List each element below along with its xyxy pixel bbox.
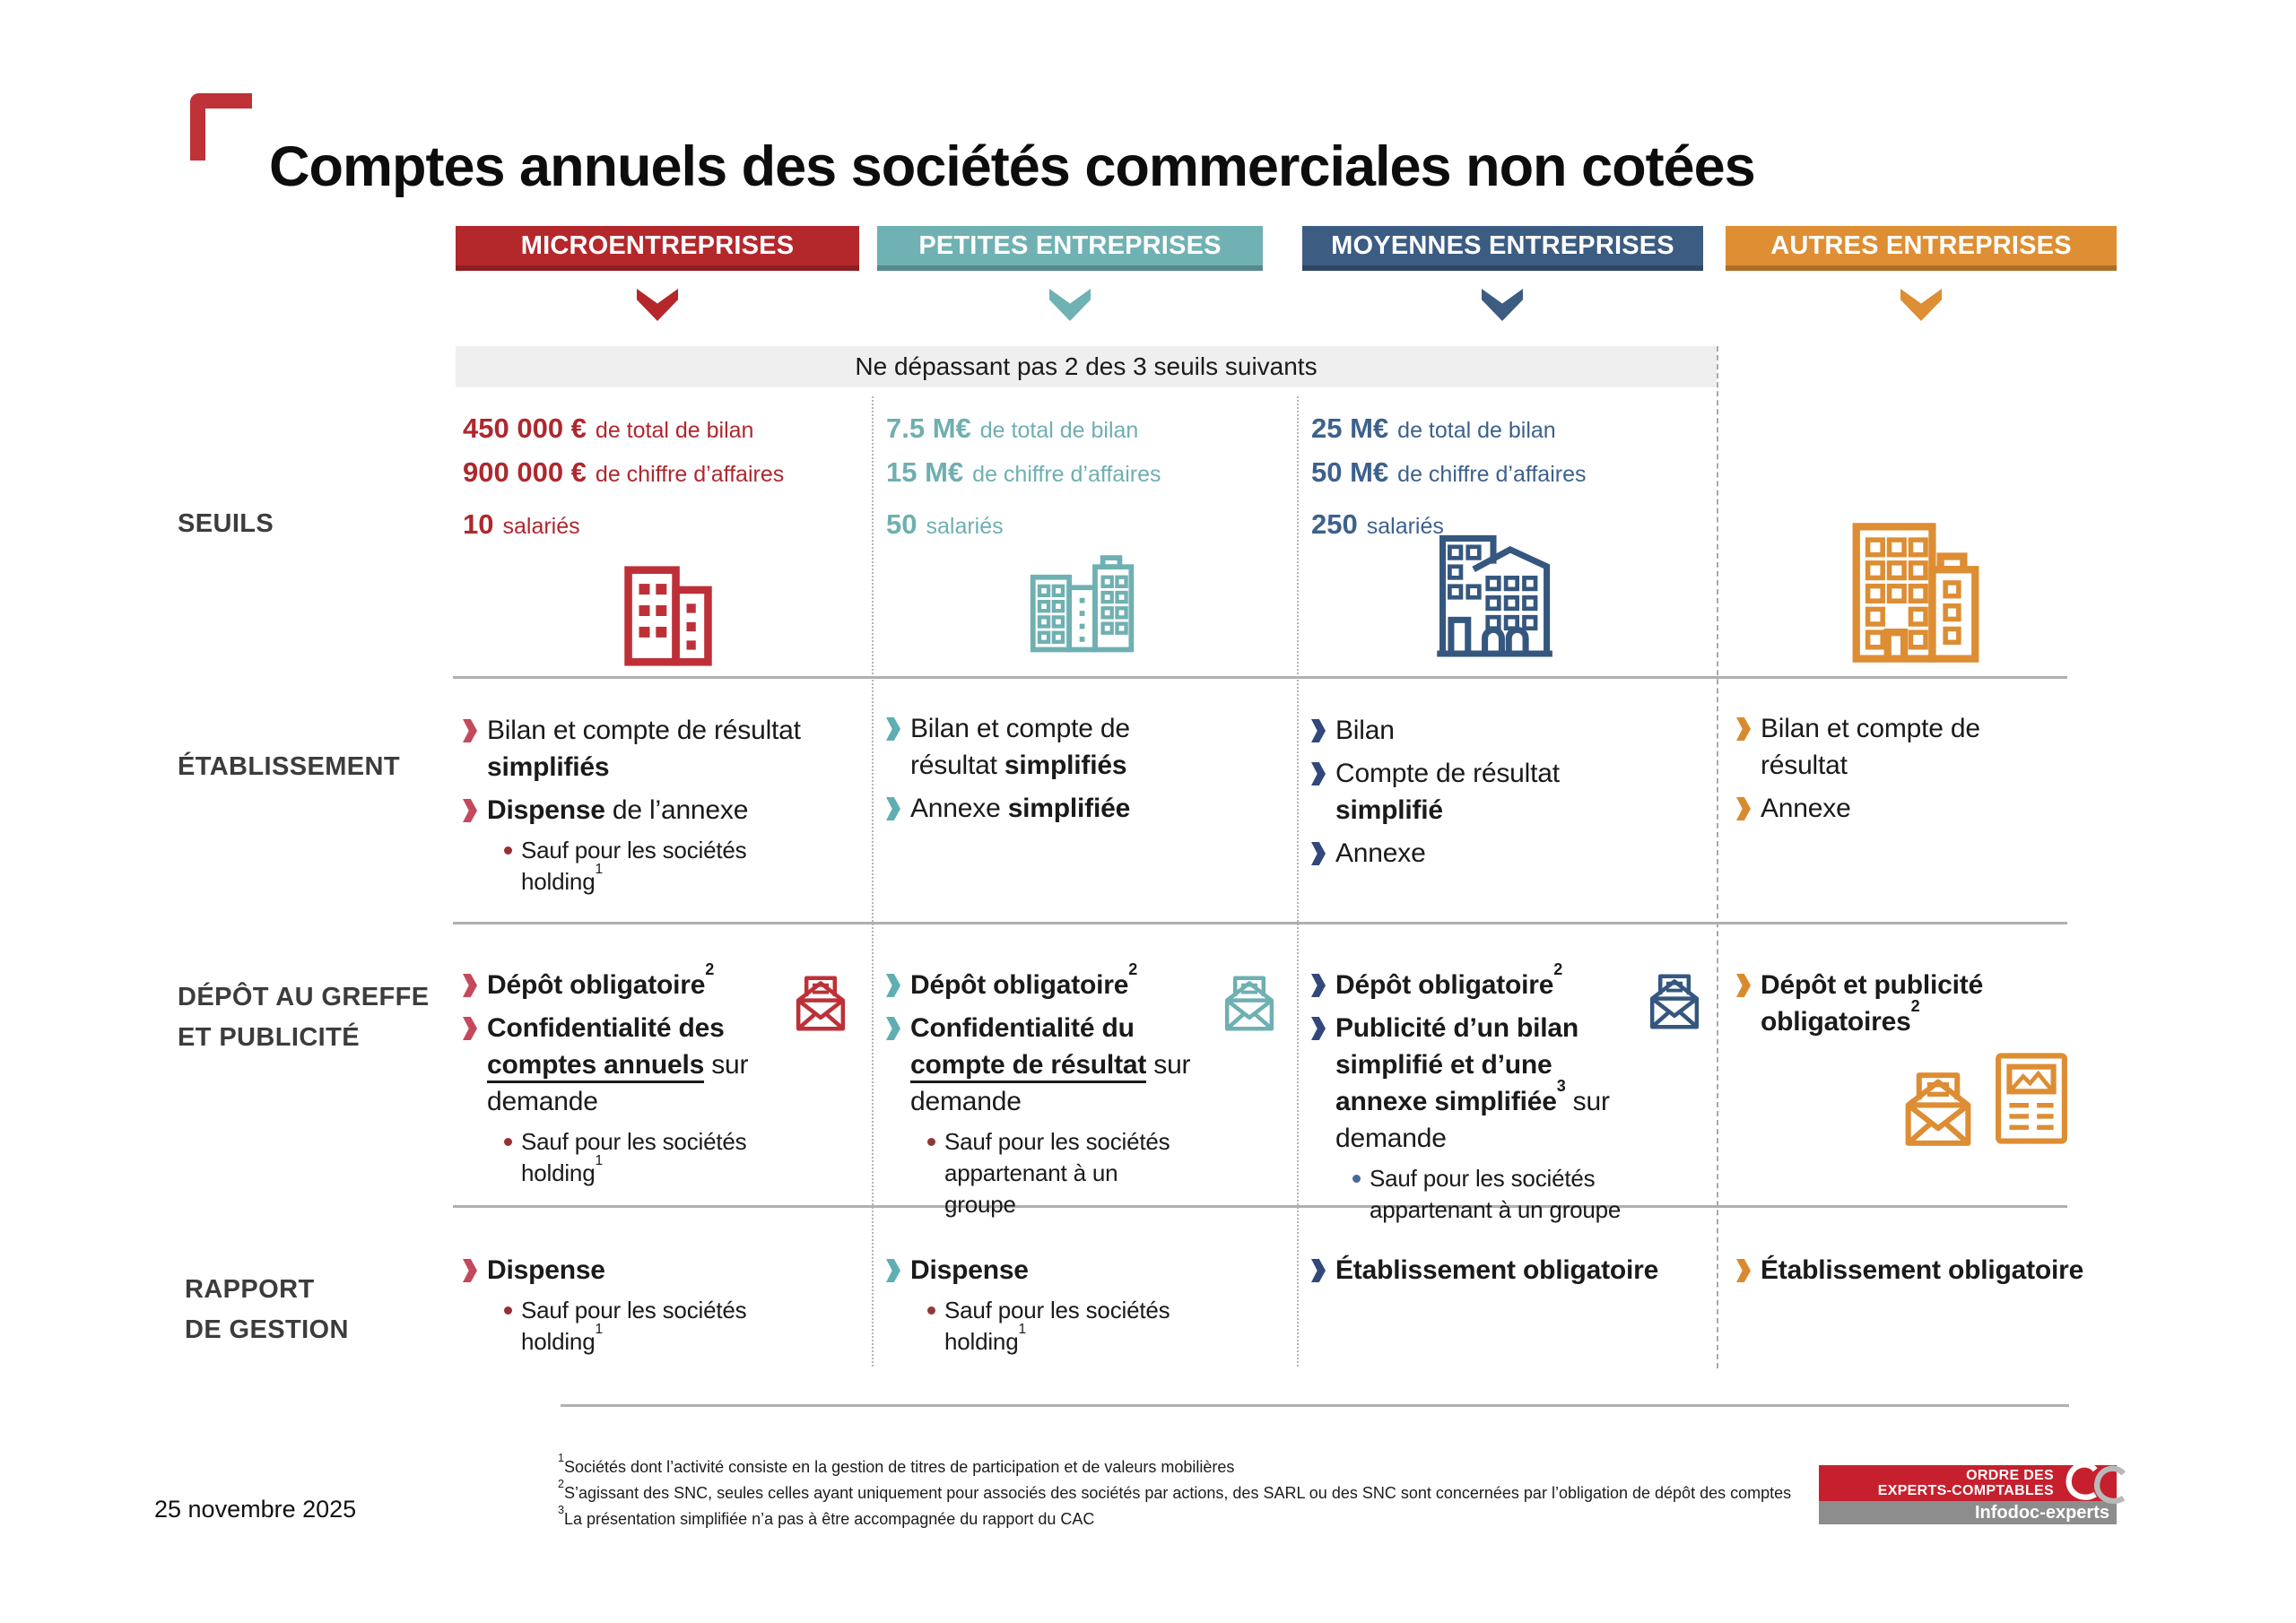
bullet-item: Dépôt obligatoire$^2$ bbox=[886, 967, 1191, 1003]
chevron-right-icon bbox=[1311, 842, 1326, 865]
logo-gray-band: Infodoc-experts bbox=[1819, 1501, 2117, 1524]
bullet-item: Dispense de l’annexe bbox=[463, 792, 866, 829]
bullet-dot-icon bbox=[504, 1306, 512, 1315]
ordre-experts-comptables-logo bbox=[1819, 1465, 2117, 1524]
bullet-item: Dispense bbox=[463, 1252, 862, 1289]
threshold-line: 50 M€ de chiffre d’affaires bbox=[1311, 456, 1587, 488]
envelope-icon bbox=[1894, 1067, 1982, 1151]
exception-note: Sauf pour les sociétés holding$^1$ bbox=[504, 835, 778, 898]
row-label-depot: DÉPÔT AU GREFFE ET PUBLICITÉ bbox=[178, 983, 430, 1052]
depot-cell-autres bbox=[1736, 967, 2023, 1046]
chevron-right-icon bbox=[886, 717, 900, 741]
bullet-dot-icon bbox=[1352, 1175, 1361, 1183]
row-label-rapport: RAPPORT DE GESTION bbox=[185, 1275, 349, 1344]
bullet-dot-icon bbox=[927, 1306, 935, 1315]
chevron-right-icon bbox=[886, 1259, 900, 1282]
threshold-line: 900 000 € de chiffre d’affaires bbox=[463, 456, 785, 488]
threshold-line: 50 salariés bbox=[886, 508, 1004, 540]
row-label-seuils: SEUILS bbox=[178, 509, 274, 538]
chevron-right-icon bbox=[1311, 762, 1326, 785]
chevron-right-icon bbox=[1311, 1017, 1326, 1040]
bullet-item: Dépôt obligatoire$^2$ bbox=[1311, 967, 1643, 1003]
bullet-item: Bilan et compte de résultat simplifiés bbox=[886, 710, 1182, 784]
threshold-line: 450 000 € de total de bilan bbox=[463, 412, 754, 444]
chevron-right-icon bbox=[1736, 717, 1751, 741]
threshold-line: 15 M€ de chiffre d’affaires bbox=[886, 456, 1161, 488]
building-icon bbox=[1848, 520, 1984, 665]
chevron-right-icon bbox=[886, 797, 900, 820]
exception-note: Sauf pour les sociétés appartenant à un groupe bbox=[1352, 1163, 1626, 1226]
bullet-item: Bilan et compte de résultat simplifiés bbox=[463, 712, 866, 785]
rapport-cell-moyennes bbox=[1311, 1252, 1724, 1295]
row-divider bbox=[453, 676, 2067, 679]
depot-cell-petites bbox=[886, 960, 1191, 1220]
logo-red-band: ORDRE DES EXPERTS-COMPTABLES bbox=[1819, 1465, 2117, 1501]
building-icon bbox=[1028, 542, 1139, 667]
exception-note: Sauf pour les sociétés holding$^1$ bbox=[927, 1295, 1201, 1358]
building-icon bbox=[1431, 515, 1555, 669]
footnote-2: $^2$S’agissant des SNC, seules celles ayant uniquement pour associés des sociétés par actions, des SARL ou des SNC sont concernées par l’obligation de dépôt des comptes bbox=[558, 1477, 1792, 1502]
depot-cell-micro bbox=[463, 960, 768, 1189]
bullet-item: Publicité d’un bilan simplifié et d’une annexe simplifiée$^3$ sur demande bbox=[1311, 1010, 1643, 1157]
chevron-right-icon bbox=[1311, 1259, 1326, 1282]
chevron-down-icon bbox=[1049, 289, 1091, 321]
envelope-icon bbox=[1641, 970, 1708, 1033]
exception-note: Sauf pour les sociétés holding$^1$ bbox=[504, 1295, 778, 1358]
page-title: Comptes annuels des sociétés commerciales non cotées bbox=[269, 135, 1755, 199]
exception-note: Sauf pour les sociétés holding$^1$ bbox=[504, 1126, 768, 1189]
chevron-right-icon bbox=[1311, 974, 1326, 997]
bullet-item: Compte de résultat simplifié bbox=[1311, 755, 1625, 829]
depot-cell-moyennes bbox=[1311, 960, 1643, 1226]
chevron-right-icon bbox=[886, 974, 900, 997]
envelope-icon bbox=[1216, 972, 1283, 1035]
etablissement-cell-moyennes bbox=[1311, 712, 1625, 878]
chevron-right-icon bbox=[1311, 719, 1326, 742]
chevron-right-icon bbox=[1736, 974, 1751, 997]
threshold-line: 25 M€ de total de bilan bbox=[1311, 412, 1556, 444]
threshold-banner: Ne dépassant pas 2 des 3 seuils suivants bbox=[456, 346, 1717, 387]
footnotes bbox=[558, 1453, 1957, 1531]
threshold-line: 250 salariés bbox=[1311, 508, 1444, 540]
row-divider bbox=[453, 1205, 2067, 1208]
chevron-right-icon bbox=[886, 1017, 900, 1040]
seuils-cell-petites bbox=[886, 412, 1281, 552]
bullet-item: Confidentialité du compte de résultat sur demande bbox=[886, 1010, 1191, 1120]
chevron-down-icon bbox=[637, 289, 678, 321]
bullet-item: Bilan et compte de résultat bbox=[1736, 710, 2032, 784]
row-label-etablissement: ÉTABLISSEMENT bbox=[178, 752, 400, 781]
threshold-line: 10 salariés bbox=[463, 508, 580, 540]
chevron-right-icon bbox=[463, 799, 477, 822]
rapport-cell-petites bbox=[886, 1252, 1285, 1358]
etablissement-cell-micro bbox=[463, 712, 866, 898]
chevron-right-icon bbox=[463, 1017, 477, 1040]
chevron-down-icon bbox=[1482, 289, 1523, 321]
column-divider bbox=[872, 396, 874, 1367]
column-header-petites-entreprises: PETITES ENTREPRISES bbox=[877, 226, 1263, 271]
bullet-dot-icon bbox=[504, 846, 512, 855]
footnote-1: $^1$Sociétés dont l’activité consiste en la gestion de titres de participation et de valeurs mobilières bbox=[558, 1451, 1235, 1476]
chevron-right-icon bbox=[463, 974, 477, 997]
column-divider bbox=[1717, 346, 1718, 1368]
envelope-icon bbox=[787, 972, 854, 1035]
chevron-right-icon bbox=[463, 1259, 477, 1282]
bullet-dot-icon bbox=[927, 1138, 935, 1146]
etablissement-cell-petites bbox=[886, 710, 1182, 833]
bullet-item: Dépôt et publicité obligatoires$^2$ bbox=[1736, 967, 2023, 1040]
bullet-item: Annexe bbox=[1311, 835, 1625, 872]
bullet-item: Établissement obligatoire bbox=[1736, 1252, 2162, 1289]
rapport-cell-micro bbox=[463, 1252, 862, 1358]
bullet-item: Dépôt obligatoire$^2$ bbox=[463, 967, 768, 1003]
building-icon bbox=[621, 563, 716, 669]
bullet-item: Annexe simplifiée bbox=[886, 790, 1182, 827]
bullet-item: Bilan bbox=[1311, 712, 1625, 749]
chevron-down-icon bbox=[1900, 289, 1942, 321]
column-divider bbox=[1297, 396, 1299, 1367]
footnote-3: $^3$La présentation simplifiée n’a pas à être accompagnée du rapport du CAC bbox=[558, 1503, 1095, 1528]
row-divider bbox=[561, 1404, 2069, 1407]
bullet-item: Établissement obligatoire bbox=[1311, 1252, 1724, 1289]
etablissement-cell-autres bbox=[1736, 710, 2032, 833]
bullet-item: Annexe bbox=[1736, 790, 2032, 827]
bullet-item: Dispense bbox=[886, 1252, 1285, 1289]
exception-note: Sauf pour les sociétés appartenant à un groupe bbox=[927, 1126, 1191, 1220]
cc-monogram-icon bbox=[2052, 1458, 2131, 1512]
column-header-microentreprises: MICROENTREPRISES bbox=[456, 226, 859, 271]
row-divider bbox=[453, 922, 2067, 924]
newspaper-icon bbox=[1993, 1049, 2070, 1148]
threshold-line: 7.5 M€ de total de bilan bbox=[886, 412, 1139, 444]
chevron-right-icon bbox=[463, 719, 477, 742]
corner-bracket-icon bbox=[190, 93, 252, 161]
chevron-right-icon bbox=[1736, 1259, 1751, 1282]
bullet-item: Confidentialité des comptes annuels sur demande bbox=[463, 1010, 768, 1120]
date-stamp: 25 novembre 2025 bbox=[154, 1496, 357, 1523]
seuils-cell-micro bbox=[463, 412, 862, 552]
column-header-autres-entreprises: AUTRES ENTREPRISES bbox=[1726, 226, 2117, 271]
bullet-dot-icon bbox=[504, 1138, 512, 1146]
rapport-cell-autres bbox=[1736, 1252, 2162, 1295]
column-header-moyennes-entreprises: MOYENNES ENTREPRISES bbox=[1302, 226, 1703, 271]
chevron-right-icon bbox=[1736, 797, 1751, 820]
